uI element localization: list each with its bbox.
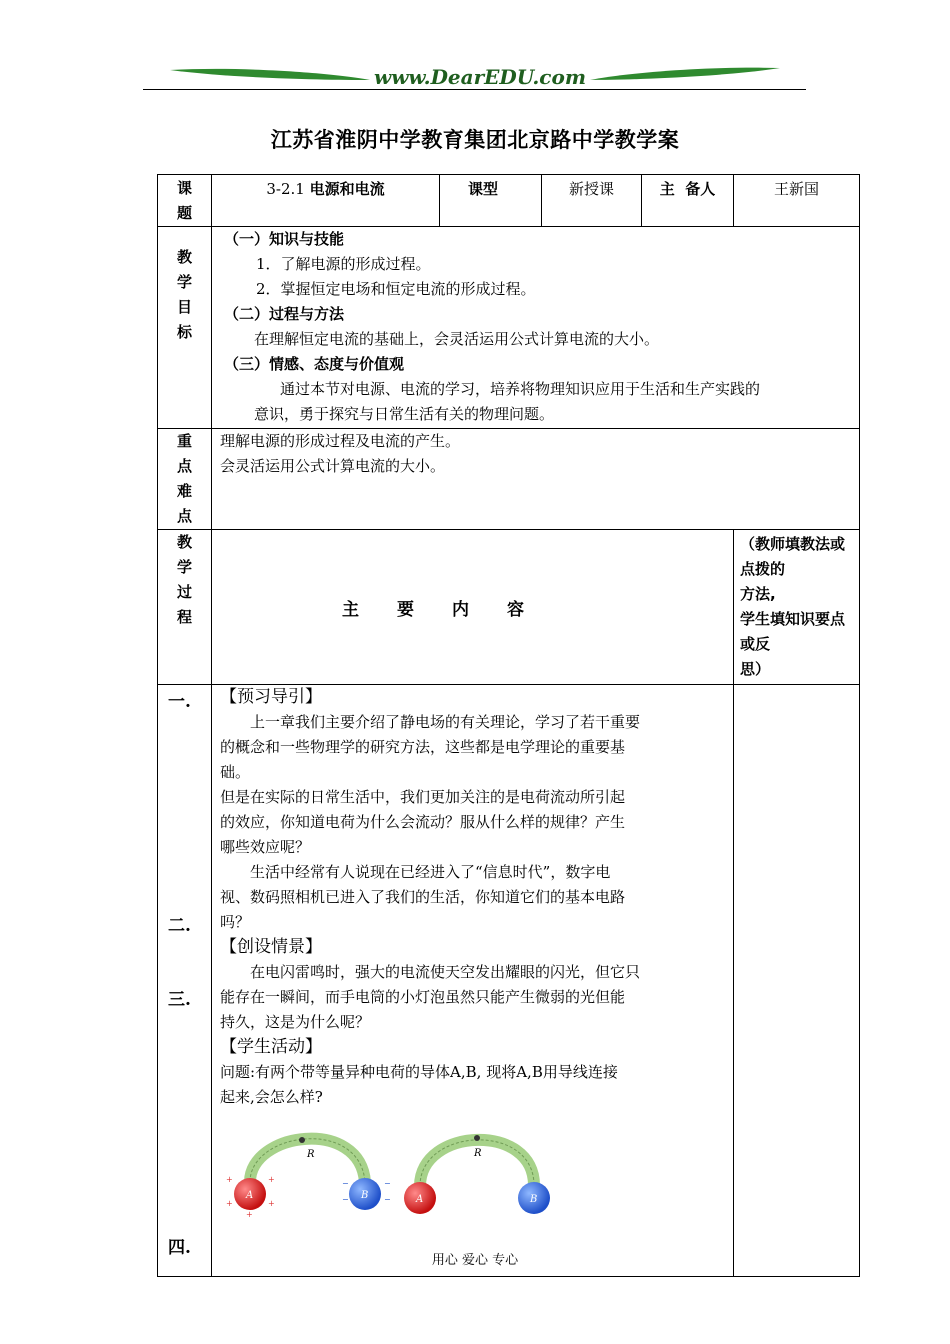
conductor-figure: [220, 1122, 560, 1222]
main-content-header: 主 要 内 容: [212, 530, 734, 685]
topic-cell: 3-2.1 电源和电流: [212, 175, 440, 227]
step-2: 二.: [168, 916, 191, 936]
svg-text:A: A: [246, 1190, 254, 1201]
svg-text:−: −: [342, 1179, 349, 1188]
logo-text: www.DearEDU.com: [373, 65, 587, 89]
svg-text:+: +: [268, 1199, 275, 1208]
header-rule: [143, 89, 806, 90]
key-points-label: 重 点 难 点: [158, 429, 212, 530]
svg-text:−: −: [384, 1195, 391, 1204]
lesson-plan-table: [157, 174, 860, 1277]
preparer-label: 主 备人: [642, 175, 734, 227]
preparer-value: 王新国: [734, 175, 860, 227]
info-row: [158, 175, 860, 227]
svg-text:+: +: [226, 1199, 233, 1208]
footer: 用心 爱心 专心: [431, 1253, 519, 1268]
key-points-row: [158, 429, 860, 530]
objectives-label: 教 学 目 标: [158, 227, 212, 429]
key-points-content: 理解电源的形成过程及电流的产生。 会灵活运用公式计算电流的大小。: [212, 429, 860, 530]
wire-right: [420, 1140, 534, 1186]
steps-column: [158, 685, 212, 1277]
svg-text:+: +: [268, 1175, 275, 1184]
svg-text:A: A: [416, 1194, 424, 1205]
type-label: 课型: [440, 175, 542, 227]
topic-label: 课 题: [158, 175, 212, 227]
label-r-right: R: [474, 1148, 482, 1159]
svg-text:B: B: [361, 1190, 369, 1201]
step-1: 一.: [168, 692, 191, 712]
type-value: 新授课: [542, 175, 642, 227]
step-3: 三.: [168, 990, 191, 1010]
process-body-row: [158, 685, 860, 1277]
process-header-row: [158, 530, 860, 685]
main-content: 【预习导引】 上一章我们主要介绍了静电场的有关理论，学习了若干重要 的概念和一些物理学的研究方法，这些都是电学理论的重要基 础。 但是在实际的日常生活中，我们更加关注的是电荷流动所引起 的效应，你知道电荷为什么会流动？服从什么样的规律？产生 哪些效应呢？ 生活中经常有人说现在已经进入了“信息时代”，数字电 视、数码照相机已进入了我们的生活，你知道它们的基本电路 吗？ 【创设情景】 在电闪雷鸣时，强大的电流使天空发出耀眼的闪光，但它只 能存在一瞬间，而手电筒的小灯泡虽然只能产生微弱的光但能 持久，这是为什么呢？ 【学生活动】 问题:有两个带等量异种电荷的导体A,B, 现将A,B用导线连接 起来,会怎么样? R A + + + + + B − − − − R A B: [212, 685, 734, 1277]
objectives-content: （一）知识与技能 1．了解电源的形成过程。 2．掌握恒定电场和恒定电流的形成过程。 （二）过程与方法 在理解恒定电流的基础上，会灵活运用公式计算电流的大小。 （三）情感、态度与价值观 通过本节对电源、电流的学习，培养将物理知识应用于生活和生产实践的 意识，勇于探究与日常生活有关的物理问题。: [212, 227, 860, 429]
header-logo: [170, 64, 780, 96]
svg-text:+: +: [226, 1175, 233, 1184]
svg-text:+: +: [246, 1210, 253, 1219]
label-r-left: R: [307, 1149, 315, 1160]
svg-text:B: B: [530, 1194, 538, 1205]
process-label: 教 学 过 程: [158, 530, 212, 685]
svg-text:−: −: [342, 1195, 349, 1204]
notes-header: （教师填教法或点拨的 方法, 学生填知识要点或反 思）: [734, 530, 860, 685]
page-title: 江苏省淮阴中学教育集团北京路中学教学案: [270, 128, 680, 152]
step-4: 四.: [168, 1238, 191, 1258]
objectives-row: [158, 227, 860, 429]
svg-text:−: −: [384, 1179, 391, 1188]
notes-column: [734, 685, 860, 1277]
